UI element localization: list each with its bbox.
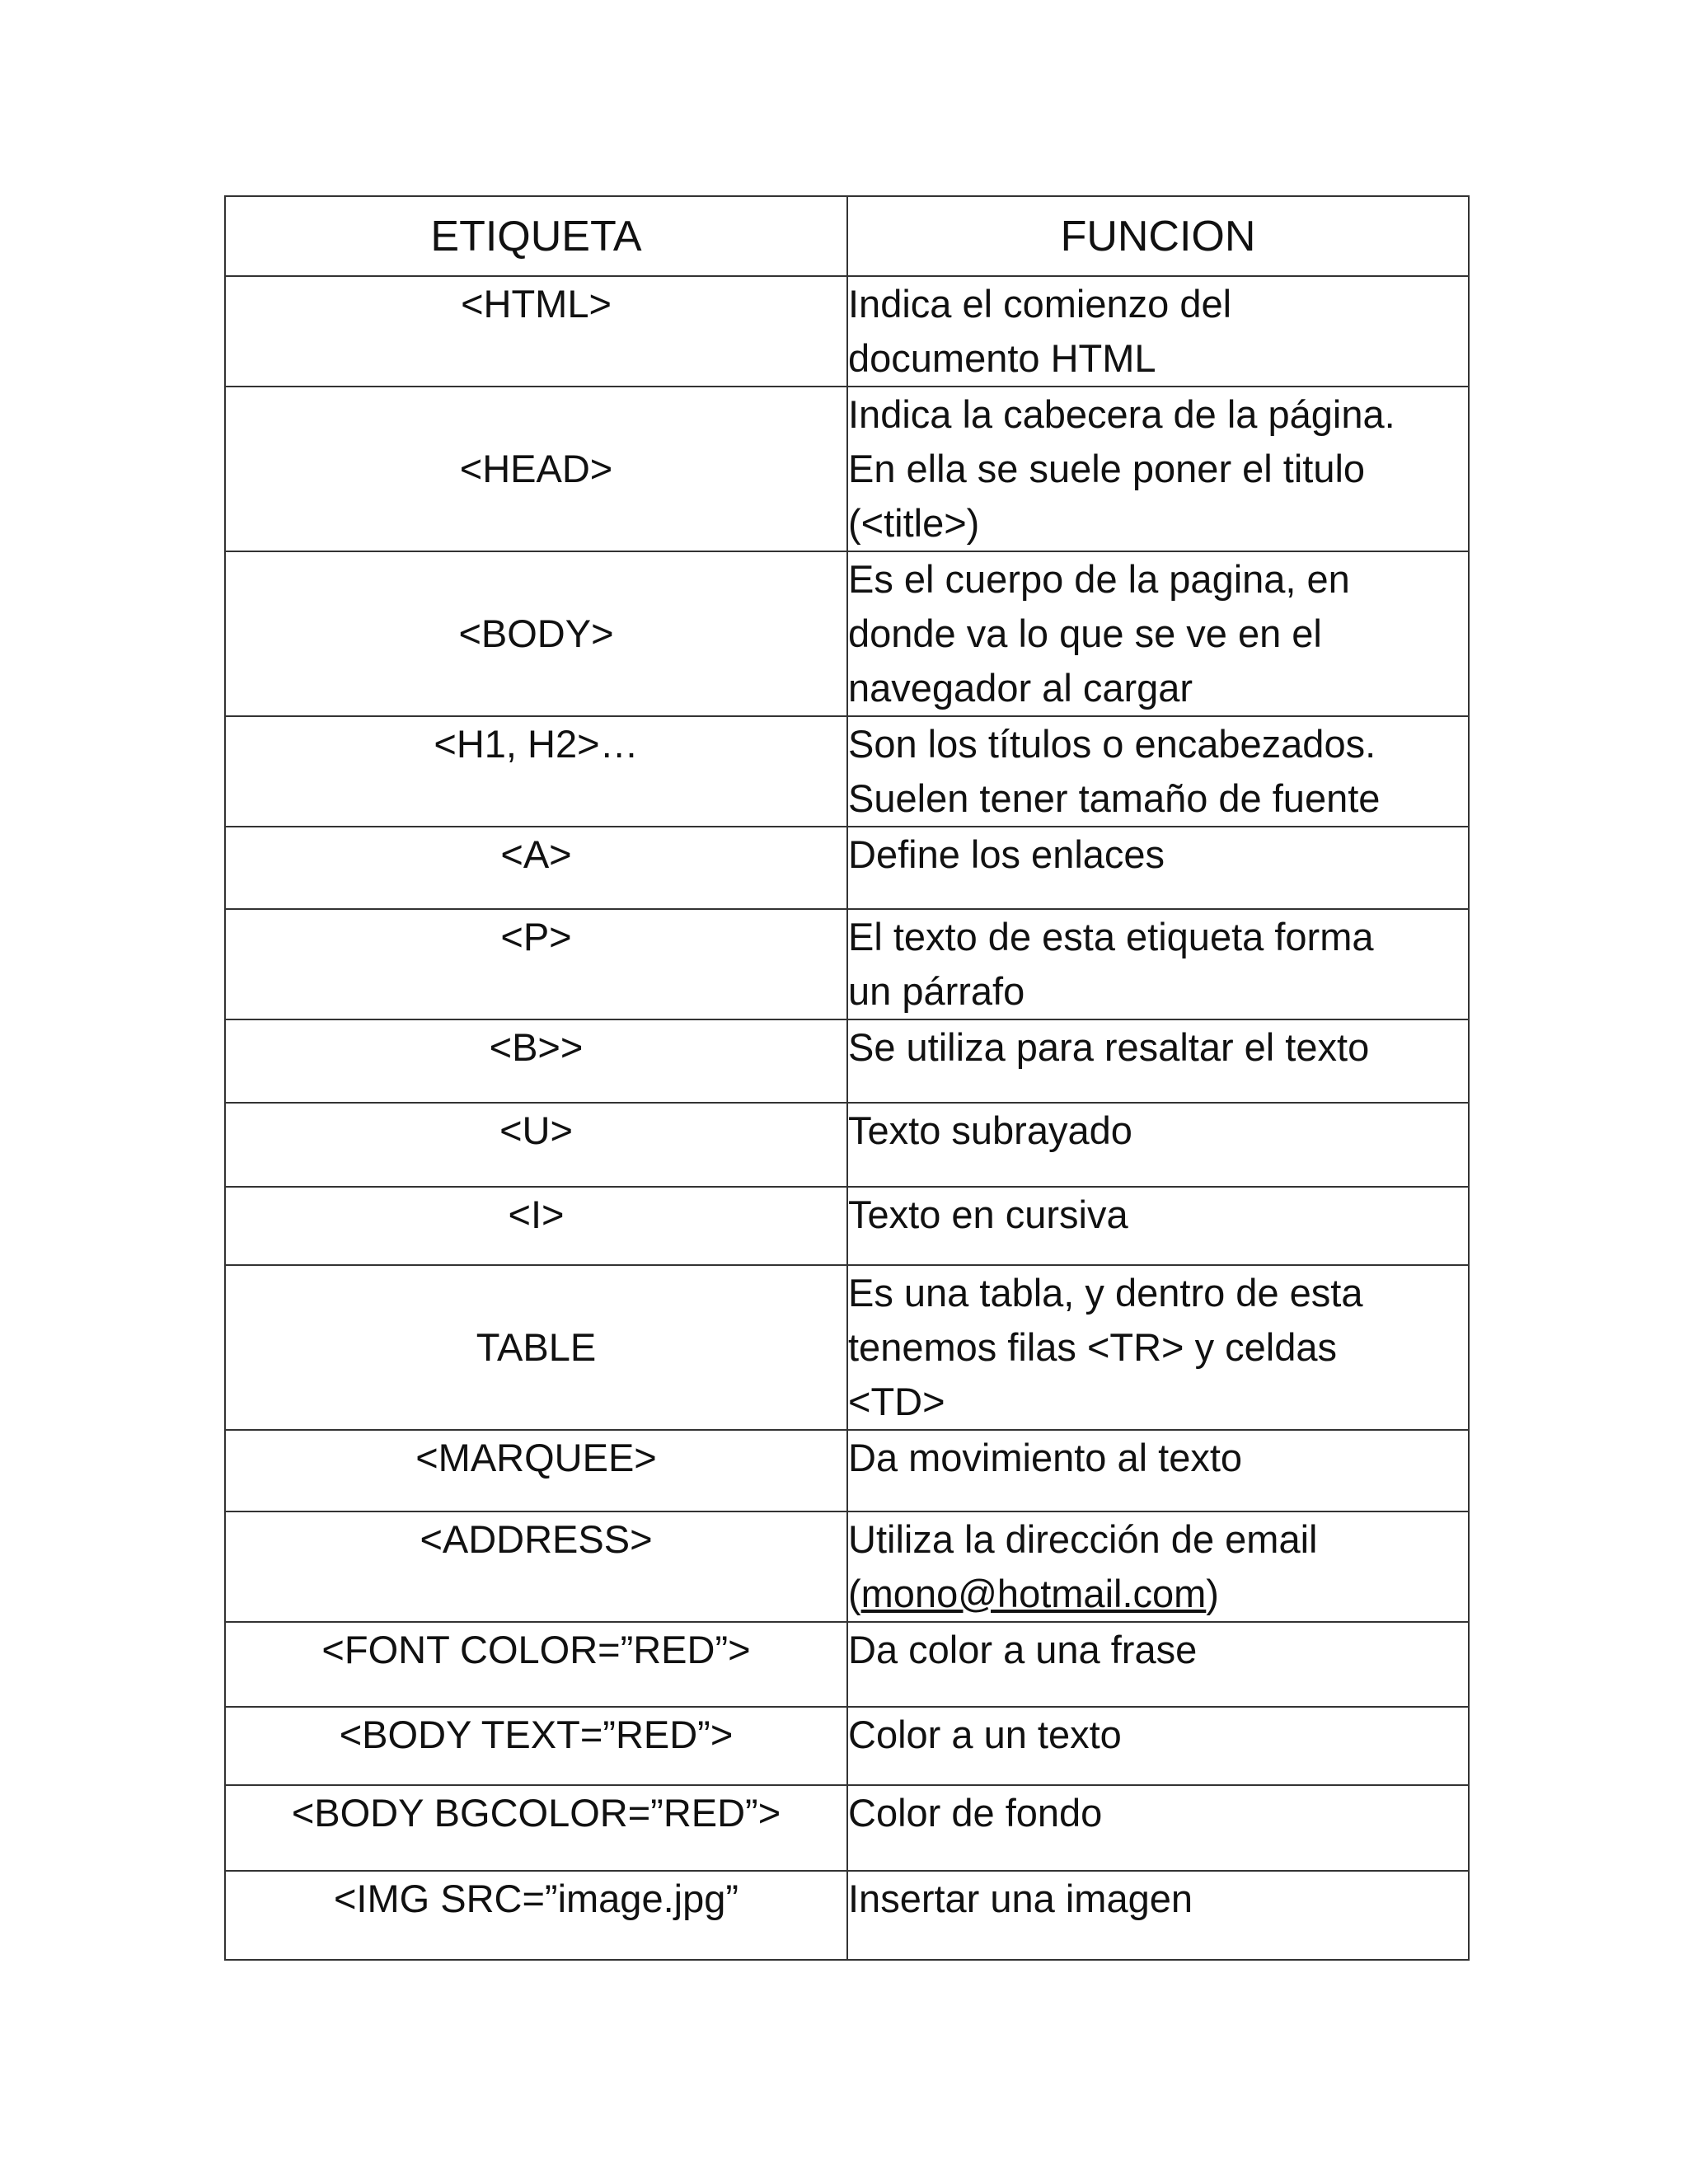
tag-cell: <I>: [225, 1187, 847, 1265]
function-text-suffix: ): [1206, 1572, 1219, 1615]
function-text-prefix: Utiliza la dirección de email (: [848, 1517, 1318, 1615]
table-row: [225, 1707, 1469, 1785]
tag-cell: <BODY BGCOLOR=”RED”>: [225, 1785, 847, 1871]
function-text: Texto en cursiva: [848, 1193, 1128, 1236]
function-cell: [847, 1430, 1469, 1511]
function-cell: [847, 1871, 1469, 1960]
function-cell: [847, 276, 1469, 387]
table-row: [225, 1511, 1469, 1622]
table-row: [225, 1430, 1469, 1511]
function-cell: [847, 1707, 1469, 1785]
function-cell: [847, 1187, 1469, 1265]
html-tags-table: [224, 195, 1470, 1961]
function-text: Son los títulos o encabezados. Suelen tener tamaño de fuente: [848, 722, 1381, 820]
tag-cell: <MARQUEE>: [225, 1430, 847, 1511]
table-row: [225, 827, 1469, 909]
function-text: Indica la cabecera de la página. En ella se suele poner el titulo (<title>): [848, 392, 1395, 545]
function-text: Se utiliza para resaltar el texto: [848, 1025, 1370, 1069]
tag-cell: <BODY TEXT=”RED”>: [225, 1707, 847, 1785]
function-text: Color a un texto: [848, 1713, 1122, 1756]
table-row: [225, 1187, 1469, 1265]
function-text: Indica el comienzo del documento HTML: [848, 282, 1232, 380]
function-cell: [847, 1265, 1469, 1430]
function-cell: [847, 716, 1469, 827]
function-text: Es el cuerpo de la pagina, en donde va lo que se ve en el navegador al cargar: [848, 557, 1350, 710]
function-text: Texto subrayado: [848, 1108, 1132, 1152]
tag-cell: <ADDRESS>: [225, 1511, 847, 1622]
function-text: Es una tabla, y dentro de esta tenemos filas <TR> y celdas <TD>: [848, 1271, 1363, 1423]
header-function: FUNCION: [847, 196, 1469, 276]
function-text: El texto de esta etiqueta forma un párrafo: [848, 915, 1374, 1013]
table-row: [225, 909, 1469, 1019]
tag-cell: <P>: [225, 909, 847, 1019]
table-row: [225, 387, 1469, 551]
table-row: [225, 551, 1469, 716]
function-cell: [847, 1622, 1469, 1707]
function-cell: [847, 1785, 1469, 1871]
table-row: [225, 1019, 1469, 1103]
function-cell: [847, 1511, 1469, 1622]
function-text: Da movimiento al texto: [848, 1436, 1243, 1479]
table-row: [225, 1103, 1469, 1187]
tag-cell: <H1, H2>…: [225, 716, 847, 827]
tag-cell: <IMG SRC=”image.jpg”: [225, 1871, 847, 1960]
table-row: [225, 1622, 1469, 1707]
table-row: [225, 716, 1469, 827]
tag-cell: <HEAD>: [225, 387, 847, 551]
tag-cell: <B>>: [225, 1019, 847, 1103]
table-row: [225, 1265, 1469, 1430]
function-cell: [847, 1103, 1469, 1187]
tag-cell: <BODY>: [225, 551, 847, 716]
header-tag: ETIQUETA: [225, 196, 847, 276]
function-text: Color de fondo: [848, 1791, 1103, 1835]
email-link[interactable]: mono@hotmail.com: [860, 1572, 1207, 1615]
function-text: Da color a una frase: [848, 1628, 1198, 1671]
table-row: [225, 1871, 1469, 1960]
table-header-row: [225, 196, 1469, 276]
table-row: [225, 1785, 1469, 1871]
tag-cell: TABLE: [225, 1265, 847, 1430]
function-text: Define los enlaces: [848, 832, 1165, 876]
function-cell: [847, 387, 1469, 551]
function-cell: [847, 827, 1469, 909]
tag-cell: <U>: [225, 1103, 847, 1187]
tag-cell: <A>: [225, 827, 847, 909]
function-cell: [847, 551, 1469, 716]
function-text: Insertar una imagen: [848, 1877, 1193, 1920]
function-cell: [847, 909, 1469, 1019]
function-cell: [847, 1019, 1469, 1103]
table-row: [225, 276, 1469, 387]
tag-cell: <HTML>: [225, 276, 847, 387]
tag-cell: <FONT COLOR=”RED”>: [225, 1622, 847, 1707]
